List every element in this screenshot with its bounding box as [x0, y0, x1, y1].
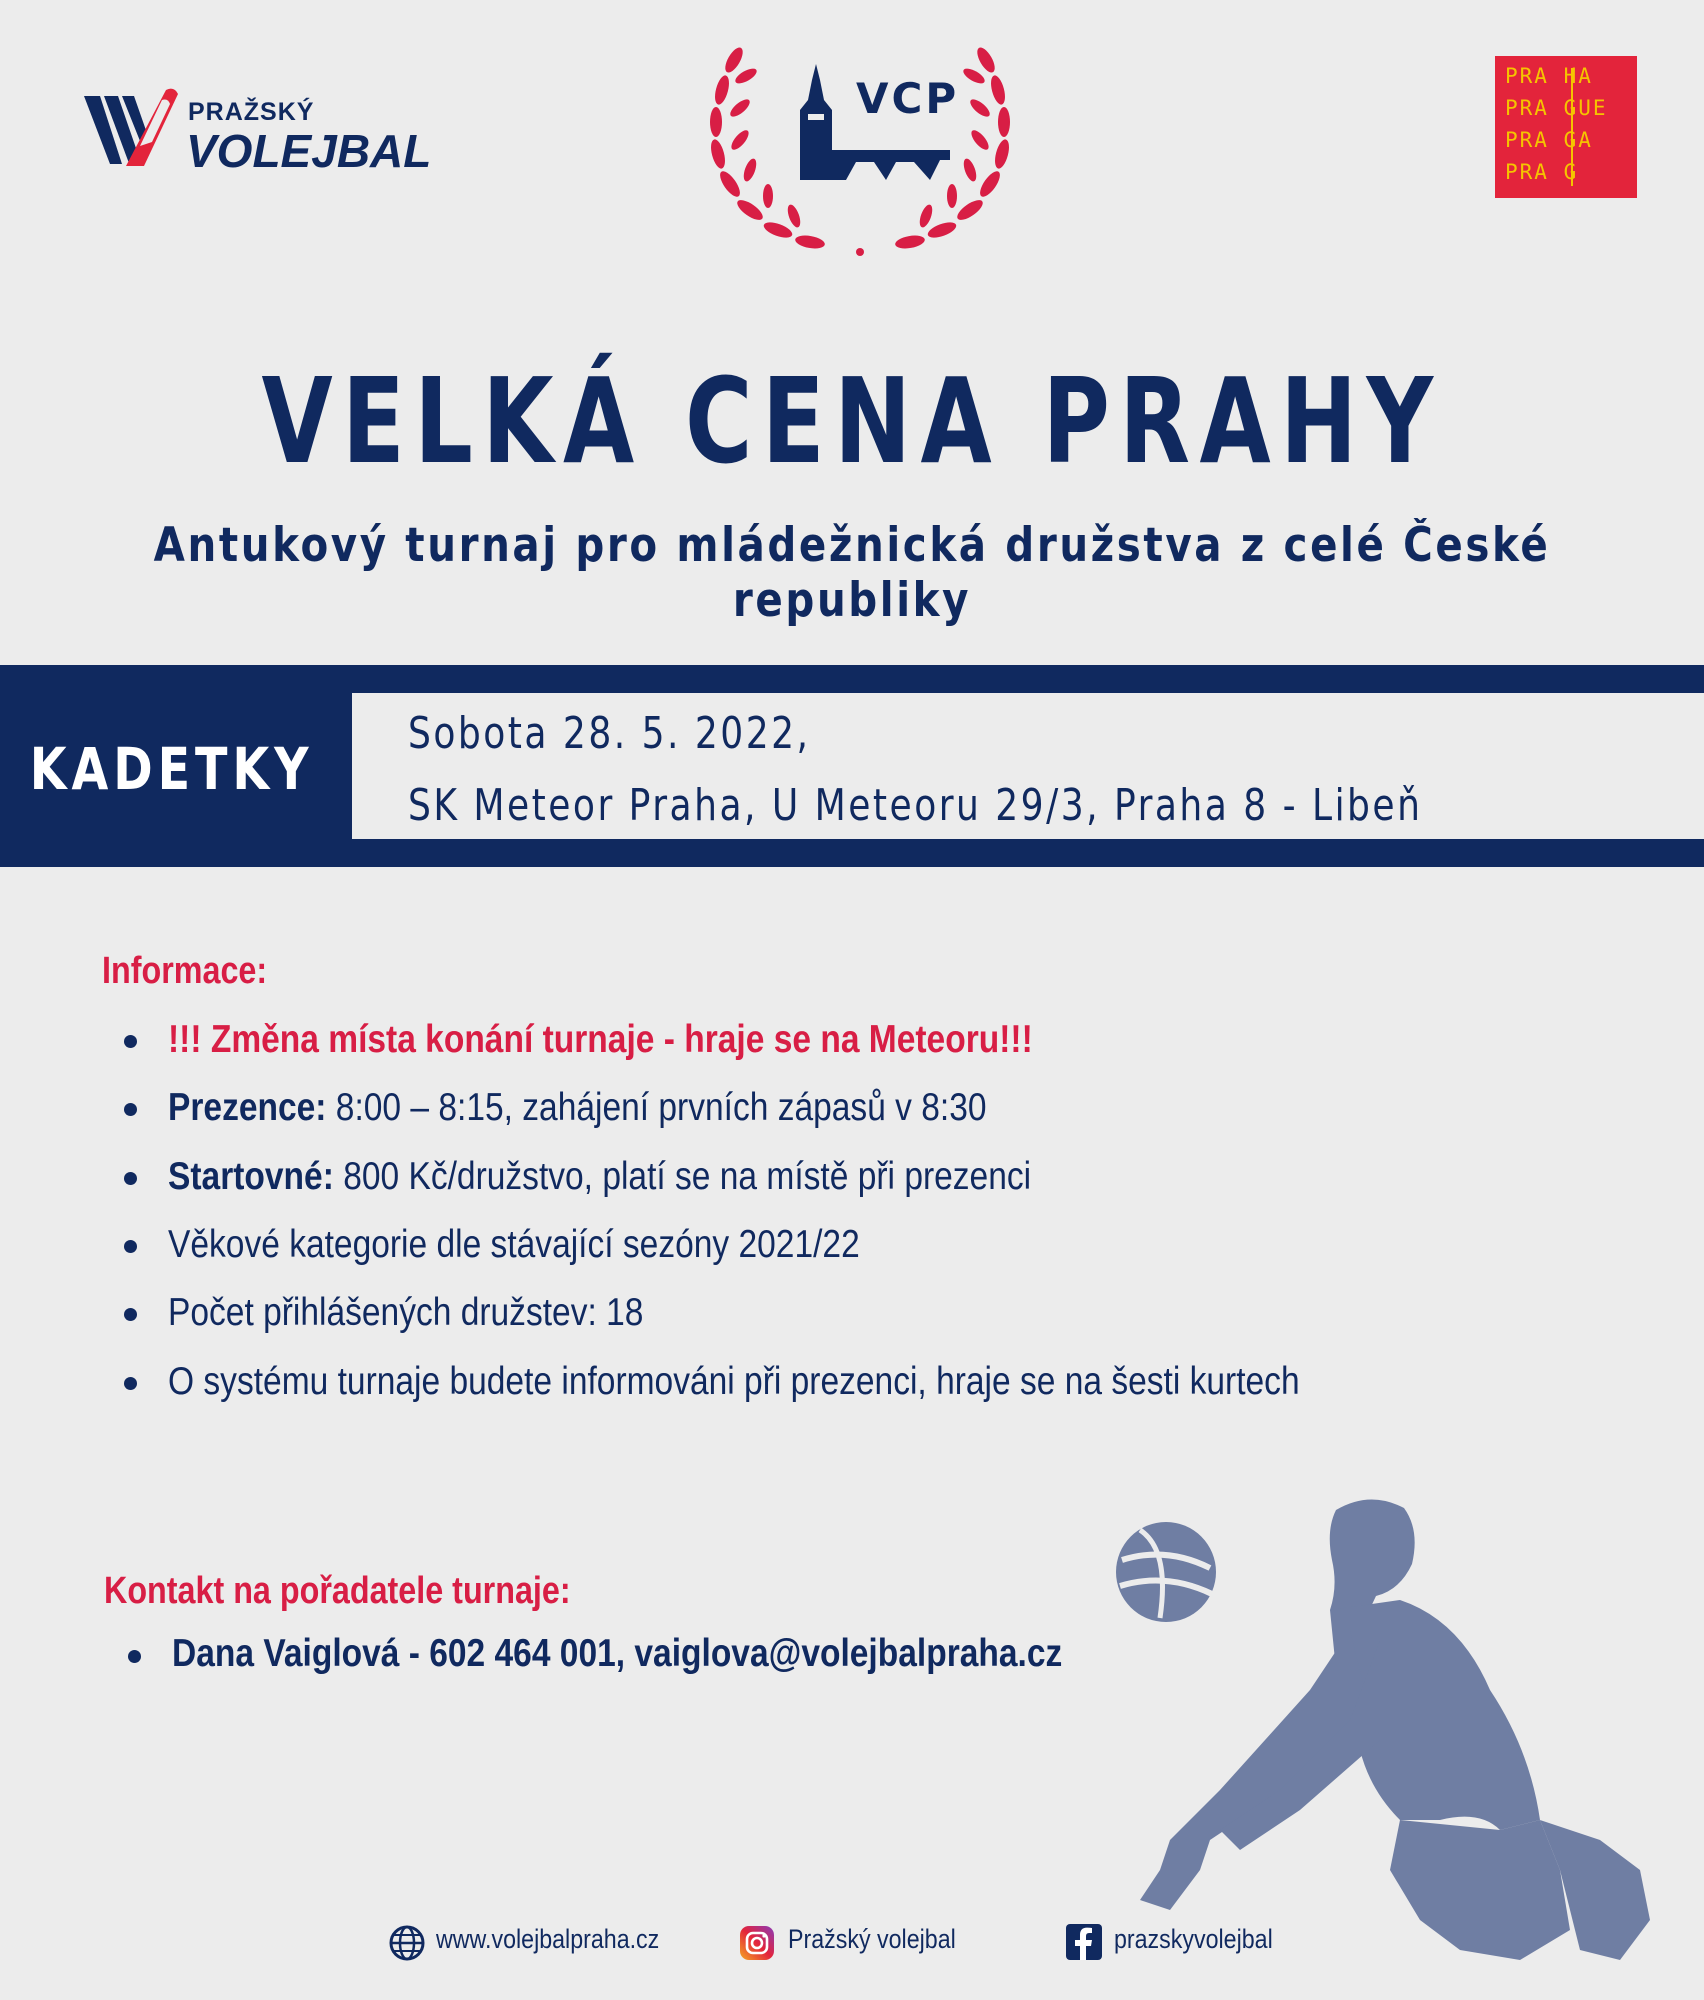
facebook-link[interactable]: prazskyvolejbal — [1114, 1924, 1273, 1954]
info-heading: Informace: — [102, 950, 268, 992]
event-date: Sobota 28. 5. 2022, — [408, 708, 811, 759]
website-link[interactable]: www.volejbalpraha.cz — [436, 1924, 660, 1954]
logo-line-prazsky: PRAŽSKÝ — [188, 98, 315, 126]
category-label: KADETKY — [29, 735, 314, 803]
praha-row-4: PRA G — [1505, 160, 1579, 184]
bullet — [124, 1172, 137, 1185]
prazsky-volejbal-logo — [82, 84, 432, 184]
volleyball-player-illustration — [1100, 1490, 1660, 1970]
bullet — [124, 1035, 137, 1048]
bullet — [124, 1377, 137, 1390]
contact-line: Dana Vaiglová - 602 464 001, vaiglova@volejbalpraha.cz — [172, 1632, 1063, 1675]
volejbal-v-icon — [82, 84, 182, 174]
globe-icon — [388, 1924, 426, 1962]
instagram-icon — [738, 1924, 776, 1962]
info-item-teams-count: Počet přihlášených družstev: 18 — [168, 1291, 644, 1334]
praha-row-1: PRA HA — [1505, 64, 1593, 88]
instagram-link[interactable]: Pražský volejbal — [788, 1924, 956, 1954]
bullet — [124, 1103, 137, 1116]
contact-heading: Kontakt na pořadatele turnaje: — [104, 1570, 571, 1612]
info-item-categories: Věkové kategorie dle stávající sezóny 2021/22 — [168, 1223, 860, 1266]
facebook-icon — [1066, 1924, 1102, 1960]
bullet — [128, 1650, 141, 1663]
vcp-crest-logo — [700, 40, 1020, 280]
page-subtitle: Antukový turnaj pro mládežnická družstva z celé České republiky — [153, 518, 1551, 628]
info-item-system: O systému turnaje budete informováni při prezenci, hraje se na šesti kurtech — [168, 1360, 1300, 1403]
logo-line-volejbal: VOLEJBAL — [186, 125, 432, 177]
page-title: VELKÁ CENA PRAHY — [261, 352, 1443, 490]
volleyball-icon — [1116, 1522, 1216, 1622]
info-item-prezence: Prezence: 8:00 – 8:15, zahájení prvních zápasů v 8:30 — [168, 1086, 987, 1129]
bullet — [124, 1240, 137, 1253]
praha-row-2: PRA GUE — [1505, 96, 1608, 120]
info-item-startovne: Startovné: 800 Kč/družstvo, platí se na místě při prezenci — [168, 1155, 1032, 1198]
vcp-text: VCP — [856, 74, 960, 123]
event-venue: SK Meteor Praha, U Meteoru 29/3, Praha 8 - Libeň — [408, 780, 1423, 831]
praha-row-3: PRA GA — [1505, 128, 1593, 152]
info-item-notice: !!! Změna místa konání turnaje - hraje se na Meteoru!!! — [168, 1018, 1033, 1061]
bullet — [124, 1308, 137, 1321]
praha-city-logo — [1495, 56, 1637, 198]
